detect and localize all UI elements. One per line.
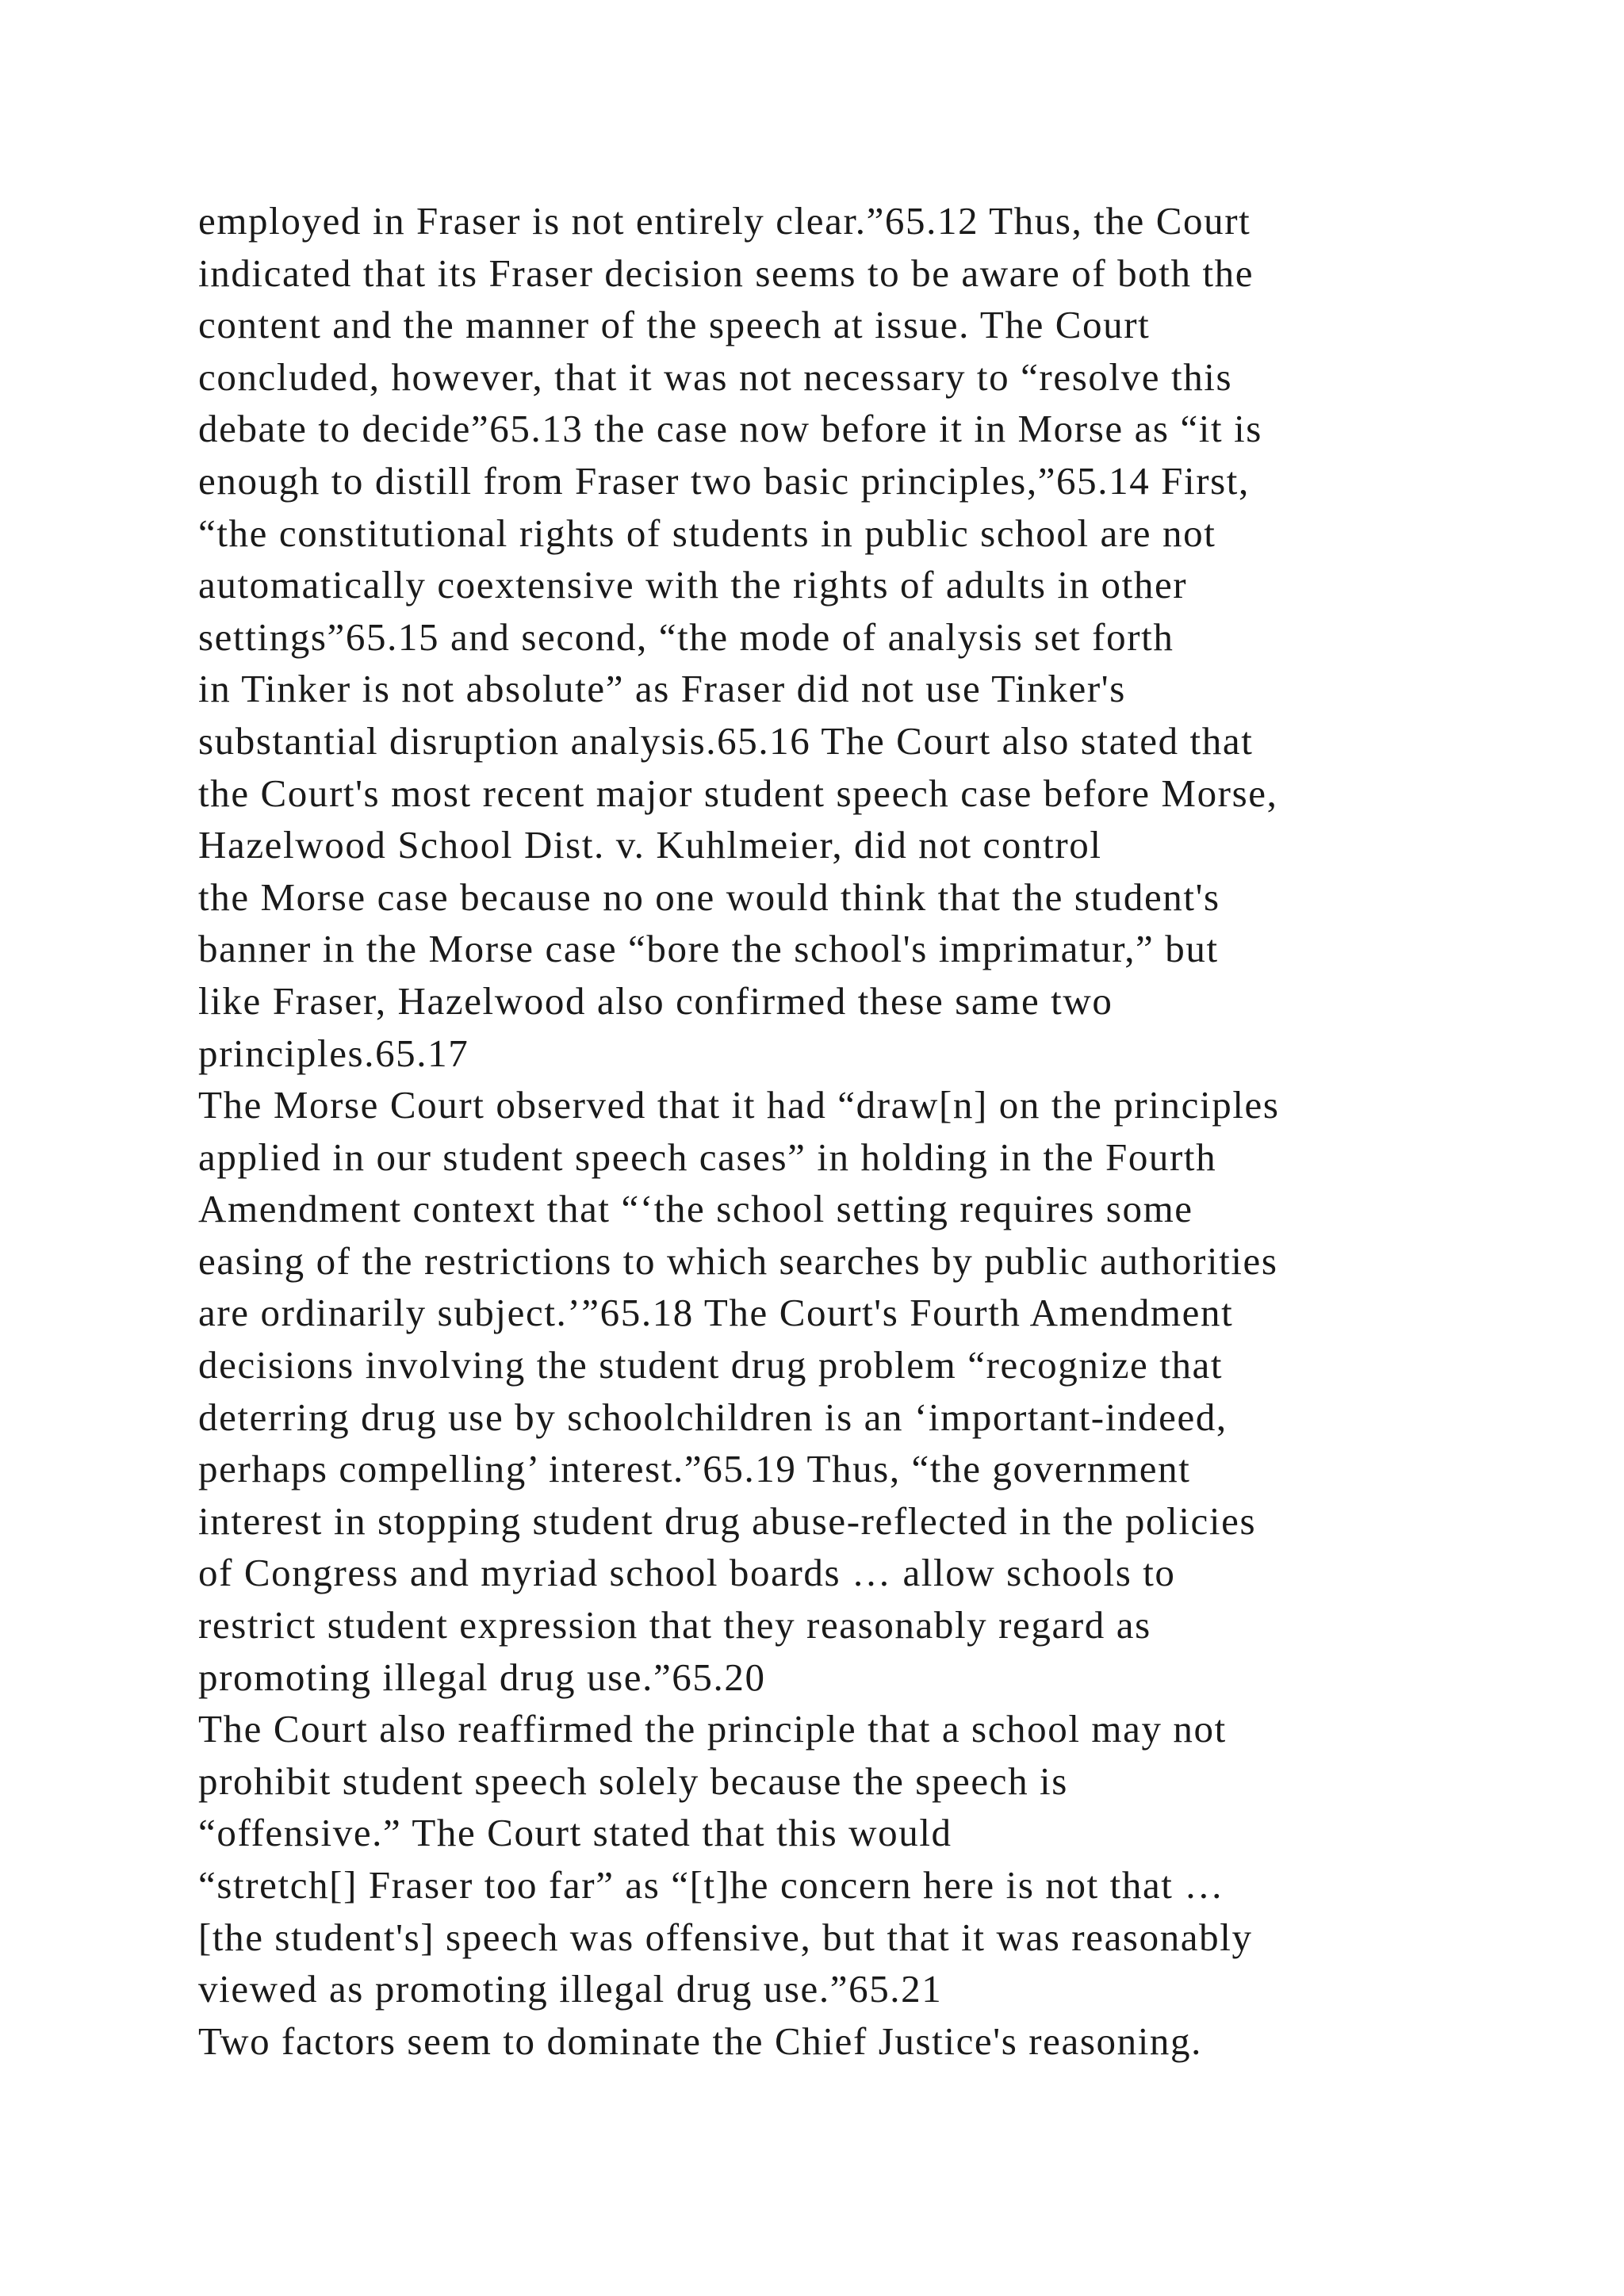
text-line: Amendment context that “‘the school setting requires some xyxy=(198,1187,1193,1231)
text-line: automatically coextensive with the rights of adults in other xyxy=(198,563,1188,607)
text-line: prohibit student speech solely because the speech is xyxy=(198,1758,1068,1803)
body-text xyxy=(198,195,1546,2067)
text-line: The Morse Court observed that it had “draw[n] on the principles xyxy=(198,1083,1280,1127)
text-line: enough to distill from Fraser two basic principles,”65.14 First, xyxy=(198,458,1250,503)
text-line: viewed as promoting illegal drug use.”65.21 xyxy=(198,1967,943,2011)
text-line: “offensive.” The Court stated that this would xyxy=(198,1811,952,1855)
text-line: interest in stopping student drug abuse-reflected in the policies xyxy=(198,1498,1257,1543)
text-line: “the constitutional rights of students in public school are not xyxy=(198,511,1216,555)
text-line: the Morse case because no one would think that the student's xyxy=(198,874,1220,919)
text-line: promoting illegal drug use.”65.20 xyxy=(198,1655,766,1699)
text-line: settings”65.15 and second, “the mode of analysis set forth xyxy=(198,614,1174,659)
text-line: Hazelwood School Dist. v. Kuhlmeier, did not control xyxy=(198,823,1102,867)
text-line: restrict student expression that they reasonably regard as xyxy=(198,1603,1151,1647)
text-line: like Fraser, Hazelwood also confirmed these same two xyxy=(198,978,1113,1023)
text-line: easing of the restrictions to which searches by public authorities xyxy=(198,1238,1278,1283)
text-line: banner in the Morse case “bore the school's imprimatur,” but xyxy=(198,927,1219,971)
text-line: principles.65.17 xyxy=(198,1031,469,1075)
text-line: employed in Fraser is not entirely clear.”65.12 Thus, the Court xyxy=(198,199,1251,243)
text-line: deterring drug use by schoolchildren is an ‘important-indeed, xyxy=(198,1395,1228,1439)
text-line: debate to decide”65.13 the case now before it in Morse as “it is xyxy=(198,407,1262,451)
text-line: “stretch[] Fraser too far” as “[t]he concern here is not that … xyxy=(198,1863,1224,1907)
text-line: perhaps compelling’ interest.”65.19 Thus, “the government xyxy=(198,1447,1191,1491)
text-line: [the student's] speech was offensive, but that it was reasonably xyxy=(198,1915,1253,1959)
text-line: decisions involving the student drug problem “recognize that xyxy=(198,1343,1224,1387)
text-line: of Congress and myriad school boards … allow schools to xyxy=(198,1551,1176,1595)
text-line: substantial disruption analysis.65.16 The Court also stated that xyxy=(198,718,1254,763)
text-line: Two factors seem to dominate the Chief Justice's reasoning. xyxy=(198,2019,1202,2063)
text-line: are ordinarily subject.’”65.18 The Court's Fourth Amendment xyxy=(198,1291,1234,1335)
text-line: The Court also reaffirmed the principle that a school may not xyxy=(198,1707,1227,1751)
text-line: applied in our student speech cases” in holding in the Fourth xyxy=(198,1135,1217,1179)
text-line: indicated that its Fraser decision seems to be aware of both the xyxy=(198,251,1254,295)
text-line: concluded, however, that it was not necessary to “resolve this xyxy=(198,354,1233,399)
text-line: content and the manner of the speech at issue. The Court xyxy=(198,303,1151,347)
text-line: the Court's most recent major student speech case before Morse, xyxy=(198,771,1278,815)
text-line: in Tinker is not absolute” as Fraser did not use Tinker's xyxy=(198,667,1126,711)
